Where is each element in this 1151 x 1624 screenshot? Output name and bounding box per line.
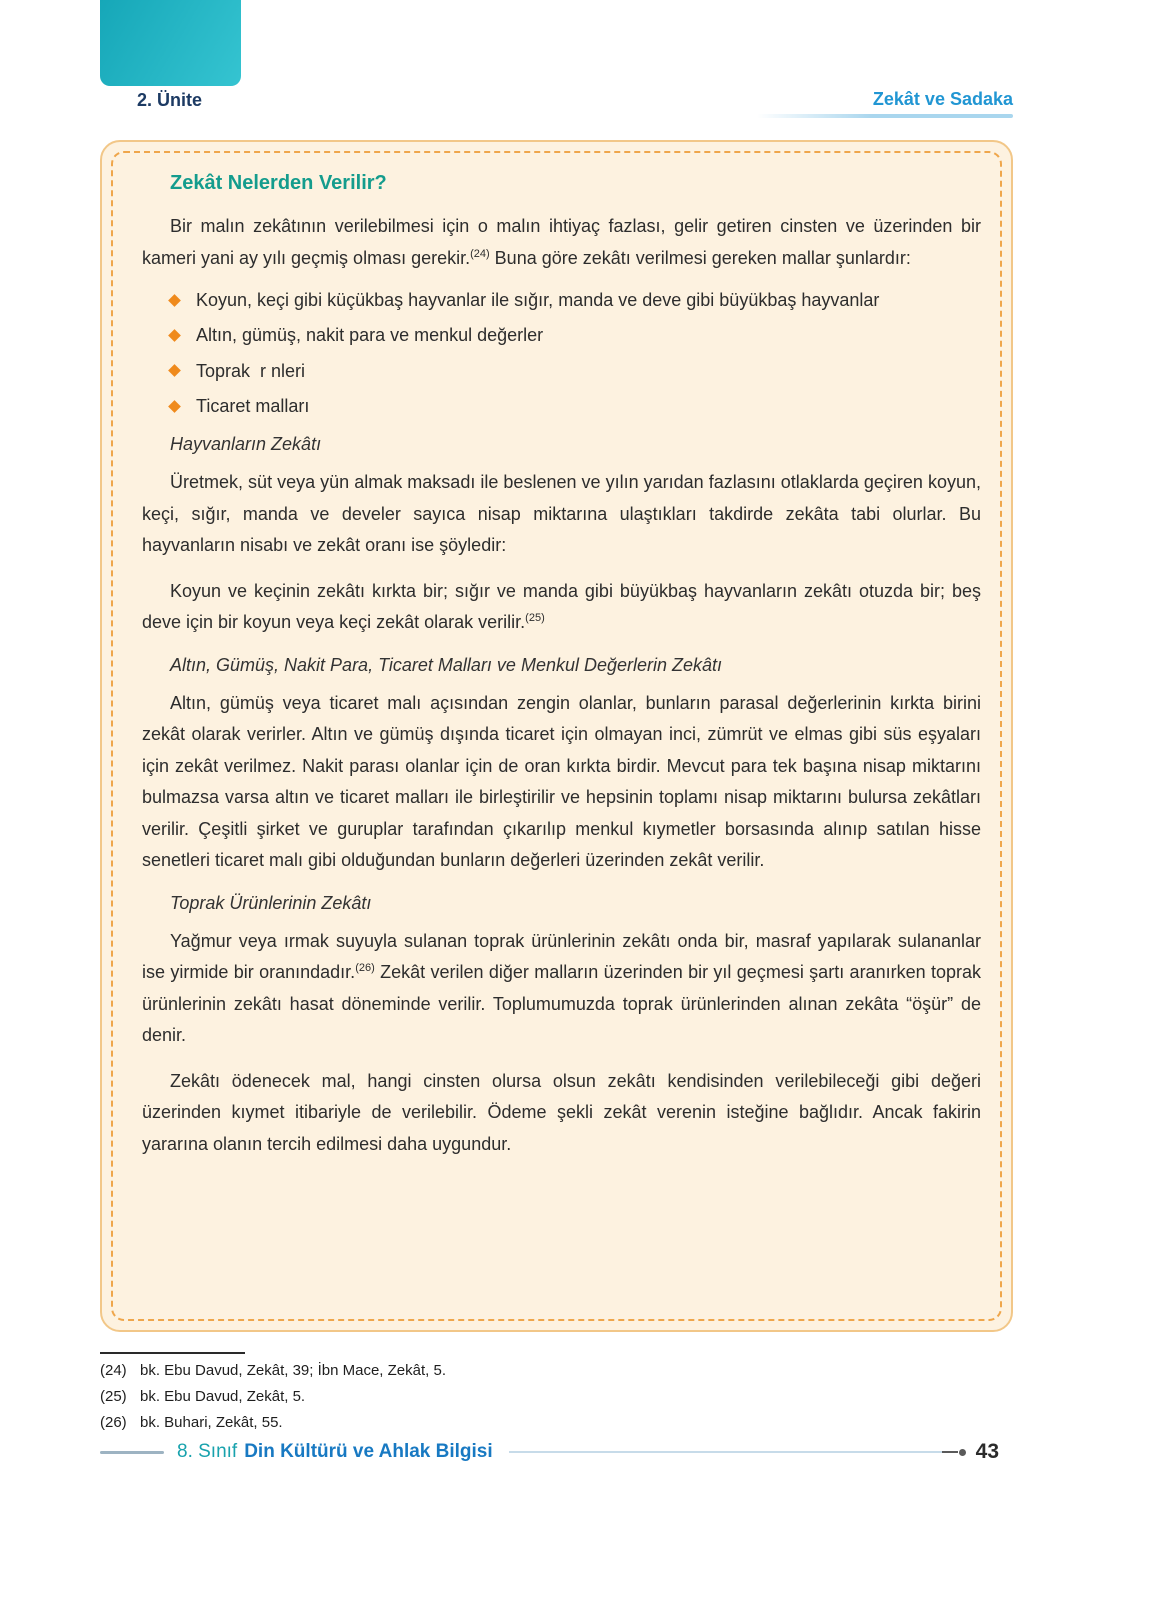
footnotes bbox=[100, 1358, 446, 1435]
paragraph bbox=[142, 576, 981, 639]
diamond-bullet-icon bbox=[168, 329, 181, 342]
footer-dot bbox=[959, 1449, 966, 1456]
diamond-bullet-icon bbox=[168, 364, 181, 377]
footnote-text: bk. Ebu Davud, Zekât, 39; İbn Mace, Zekât, 5. bbox=[140, 1362, 446, 1379]
list-item bbox=[170, 323, 981, 347]
footnote-marker: (26) bbox=[100, 1413, 127, 1431]
footnote-ref-25: (25) bbox=[525, 612, 545, 625]
unit-label: 2. Ünite bbox=[137, 90, 203, 110]
diamond-bullet-icon bbox=[168, 294, 181, 307]
list-item bbox=[170, 394, 981, 418]
subheading-crops: Toprak Ürünlerinin Zekâtı bbox=[170, 892, 372, 913]
zakat-items-list bbox=[142, 288, 981, 418]
paragraph-text: Yağmur veya ırmak suyuyla sulanan toprak ürünlerinin zekâtı onda bir, masraf yapılarak sulananlar ise yirmide bir oranındadır. bbox=[142, 930, 981, 983]
unit-color-tab bbox=[100, 0, 241, 86]
intro-text: Bir malın zekâtının verilebilmesi için o malın ihtiyaç fazlası, gelir getiren cinsten ve üzerinden bir kameri yani ay yılı geçmiş olması gerekir. bbox=[142, 216, 981, 268]
footnote-ref-26: (26) bbox=[355, 962, 375, 975]
footnote-text: bk. Buhari, Zekât, 55. bbox=[140, 1413, 283, 1431]
footer-left-line bbox=[100, 1451, 164, 1454]
diamond-bullet-icon bbox=[168, 400, 181, 413]
footer-dash bbox=[942, 1451, 958, 1453]
subheading-animals: Hayvanların Zekâtı bbox=[170, 434, 322, 455]
footnote-ref-24: (24) bbox=[470, 247, 490, 260]
footnote bbox=[100, 1384, 446, 1410]
section-heading: Zekât Nelerden Verilir? bbox=[170, 172, 387, 194]
footer-book-title: Din Kültürü ve Ahlak Bilgisi bbox=[244, 1441, 493, 1462]
page-footer bbox=[100, 1438, 999, 1466]
paragraph-text-cont: Zekât verilen diğer malların üzerinden bir yıl geçmesi şartı aranırken toprak ürünlerinin zekâtı hasat döneminde verilir. Toplumumuzda toprak ürünlerinden alınan zekâta “öşür” de denir. bbox=[142, 962, 981, 1046]
intro-paragraph bbox=[142, 211, 981, 274]
page-number: 43 bbox=[975, 1440, 999, 1463]
bullet-text: Ticaret malları bbox=[196, 395, 310, 416]
content-inner bbox=[102, 142, 1011, 1330]
footnote-text: bk. Ebu Davud, Zekât, 5. bbox=[140, 1387, 306, 1405]
subheading-gold-money: Altın, Gümüş, Nakit Para, Ticaret Malları ve Menkul Değerlerin Zekâtı bbox=[170, 654, 723, 675]
paragraph bbox=[142, 926, 981, 1052]
footnote bbox=[100, 1410, 446, 1436]
bullet-text: Altın, gümüş, nakit para ve menkul değerler bbox=[196, 325, 544, 346]
intro-text-cont: Buna göre zekâtı verilmesi gereken mallar şunlardır: bbox=[489, 247, 911, 268]
paragraph: Altın, gümüş veya ticaret malı açısından zengin olanlar, bunların parasal değerlerinin kırkta birini zekât olarak verirler. Altın ve gümüş dışında ticaret için olmayan inci, zümrüt ve elmas gibi süs eşyaları için zekât verilmez. Nakit parası olanlar için de oran kırkta birdir. Mevcut para tek başına nisap miktarını bulmazsa varsa altın ve ticaret malları ile birleştirilir ve hepsinin toplamı nisap miktarını bulursa zekâtları verilir. Çeşitli şirket ve guruplar tarafından çıkarılıp menkul kıymetler borsasında alınıp satılan hisse senetleri ticaret malı gibi olduğundan bunların değerleri üzerinden zekât verilir. bbox=[142, 692, 981, 871]
content-box bbox=[100, 140, 1013, 1332]
list-item bbox=[170, 288, 981, 312]
chapter-title: Zekât ve Sadaka bbox=[872, 89, 1013, 109]
paragraph: Üretmek, süt veya yün almak maksadı ile beslenen ve yılın yarıdan fazlasını otlaklarda geçiren koyun, keçi, sığır, manda ve develer sayıca nisap miktarına ulaştıkları takdirde zekâta tabi olurlar. Bu hayvanların nisabı ve zekât oranı ise şöyledir: bbox=[142, 472, 981, 556]
paragraph: Zekâtı ödenecek mal, hangi cinsten olursa olsun zekâtı kendisinden verilebileceği gibi değeri üzerinden kıymet itibariyle de verilebilir. Ödeme şekli zekât verenin isteğine bağlıdır. Ancak fakirin yararına olanın tercih edilmesi daha uygundur. bbox=[142, 1070, 981, 1154]
bullet-text: Koyun, keçi gibi küçükbaş hayvanlar ile sığır, manda ve deve gibi büyükbaş hayvanlar bbox=[196, 290, 880, 310]
footnote-divider bbox=[100, 1352, 245, 1354]
chapter-title-underline bbox=[757, 114, 1013, 118]
footnote bbox=[100, 1358, 446, 1384]
footer-grade: 8. Sınıf bbox=[177, 1441, 238, 1462]
bullet-text: Toprak r nleri bbox=[196, 360, 306, 381]
paragraph-text: Koyun ve keçinin zekâtı kırkta bir; sığır ve manda gibi büyükbaş hayvanların zekâtı otuzda bir; beş deve için bir koyun veya keçi zekât olarak verilir. bbox=[142, 580, 981, 633]
footnote-marker: (25) bbox=[100, 1387, 127, 1405]
list-item bbox=[170, 359, 981, 383]
footer-right-line bbox=[509, 1451, 942, 1453]
footnote-marker: (24) bbox=[100, 1362, 127, 1379]
